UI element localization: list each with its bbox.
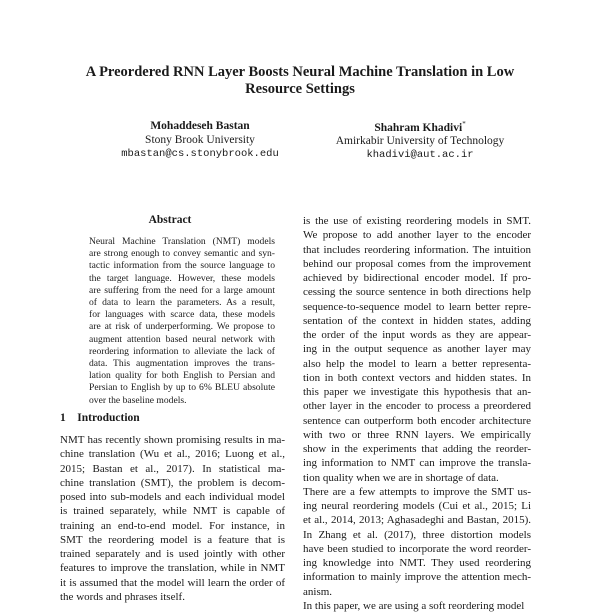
text-line: also help the model to learn a better representa- xyxy=(303,357,531,370)
text-line: trained separately and is used jointly with other xyxy=(60,548,285,560)
text-line: posed into sub-models and each individual model xyxy=(60,491,285,503)
author-1 xyxy=(100,120,300,160)
author-name: Shahram Khadivi xyxy=(374,121,463,134)
text-line: chine translation (Wu et al., 2016; Luong et al., xyxy=(60,448,285,461)
text-line: for languages with scarce data, these models xyxy=(89,309,275,321)
text-line: is the use of existing reordering models in SMT. xyxy=(303,215,531,227)
text-line: cessing the source sentence in both directions help xyxy=(303,286,531,299)
text-line: tactic information from the source language to xyxy=(89,260,275,272)
text-line: are suffering from the need for a large amount xyxy=(89,284,275,296)
section-number: 1 xyxy=(60,412,66,424)
text-line: are strong enough to convey semantic and syn- xyxy=(89,248,275,260)
author-email: khadivi@aut.ac.ir xyxy=(366,148,474,161)
text-line: In Zhang et al. (2017), three distortion models xyxy=(303,528,531,541)
text-line: sentence can outperform both encoder architecture xyxy=(303,414,531,427)
text-line: tion in both context vectors and hidden states. In xyxy=(303,371,531,384)
introduction-body xyxy=(60,433,285,604)
section-title: Introduction xyxy=(77,412,140,424)
text-line: reordering information to alleviate the lack of xyxy=(89,345,275,357)
section-heading-introduction xyxy=(60,412,140,424)
text-line: We propose to add another layer to the encoder xyxy=(303,229,531,242)
author-footnote-mark: * xyxy=(462,120,466,128)
text-line: this paper we investigate this hypothesis that an- xyxy=(303,386,531,398)
text-line: ing in the output sequence as another layer may xyxy=(303,343,531,356)
text-line: show in the experiments that adding the reorder- xyxy=(303,443,531,455)
text-line: tion quality when we are in shortage of data. xyxy=(303,471,499,484)
text-line: are at risk of underperforming. We propose to xyxy=(89,321,275,333)
text-line: is trained separately, while NMT is capable of xyxy=(60,505,285,518)
text-line: ing neural reordering models (Cui et al., 2015; Li xyxy=(303,500,531,512)
text-line: other layer in the encoder to process a preordered xyxy=(303,400,531,413)
text-line: ing information to NMT can improve the transla- xyxy=(303,457,531,470)
text-line: that includes reordering information. The intuition xyxy=(303,243,531,256)
text-line: Neural Machine Translation (NMT) models xyxy=(89,236,275,247)
text-line: training an end-to-end model. For instance, in xyxy=(60,519,285,532)
text-line: the order of the input words as they are appear- xyxy=(303,329,531,341)
text-line: over the baseline models. xyxy=(89,394,187,406)
text-line: sequence-to-sequence model to learn better repre- xyxy=(303,300,531,313)
text-line: achieved by bidirectional encoder model. If pro- xyxy=(303,272,531,284)
abstract-heading: Abstract xyxy=(148,214,192,226)
text-line: et al., 2014, 2013; Aghasadeghi and Bastan, 2015). xyxy=(303,514,531,527)
text-line: have been studied to incorporate the word reorder- xyxy=(303,542,531,555)
text-line: augment attention based neural network with xyxy=(89,333,275,345)
author-affiliation: Stony Brook University xyxy=(145,134,255,146)
text-line: it is assumed that the model will learn the order of xyxy=(60,576,285,589)
text-line: features to improve the translation, while in NMT xyxy=(60,562,285,575)
author-email: mbastan@cs.stonybrook.edu xyxy=(121,148,279,160)
abstract-body xyxy=(89,236,275,407)
text-line: There are a few attempts to improve the SMT us- xyxy=(303,485,531,498)
text-line: of data to learn the parameters. As a result, xyxy=(89,297,275,309)
paper-title-line-1: A Preordered RNN Layer Boosts Neural Machine Translation in Low xyxy=(85,64,515,80)
text-line: anism. xyxy=(303,585,333,598)
text-line: ing knowledge into NMT. They used reordering xyxy=(303,557,531,569)
text-line: NMT has recently shown promising results in ma- xyxy=(60,434,285,446)
text-line: information to mainly improve the attention mech- xyxy=(303,571,531,584)
paper-title-line-2: Resource Settings xyxy=(245,81,355,97)
text-line: 2015; Bastan et al., 2017). In statistical ma- xyxy=(60,462,285,475)
text-line: data. This augmentation improves the trans- xyxy=(89,358,275,370)
text-line: chine translation (SMT), the problem is decom- xyxy=(60,476,285,489)
text-line: SMT the reordering model is a feature that is xyxy=(60,533,285,546)
text-line: sentation of the context in hidden states, adding xyxy=(303,314,531,327)
text-line: the words and phrases itself. xyxy=(60,590,185,603)
text-line: the target language. However, these models xyxy=(89,272,275,284)
text-line: Persian to English by up to 6% BLEU absolute xyxy=(89,382,275,394)
author-affiliation: Amirkabir University of Technology xyxy=(335,134,505,147)
author-name: Mohaddeseh Bastan xyxy=(150,120,250,132)
text-line: with two or three RNN layers. We empirically xyxy=(303,428,531,441)
right-column-body xyxy=(303,214,531,613)
text-line: behind our proposal comes from the improvement xyxy=(303,257,531,270)
text-line: lation quality for both English to Persian and xyxy=(89,370,275,382)
author-2 xyxy=(320,120,520,161)
text-line: In this paper, we are using a soft reordering model xyxy=(303,599,525,612)
